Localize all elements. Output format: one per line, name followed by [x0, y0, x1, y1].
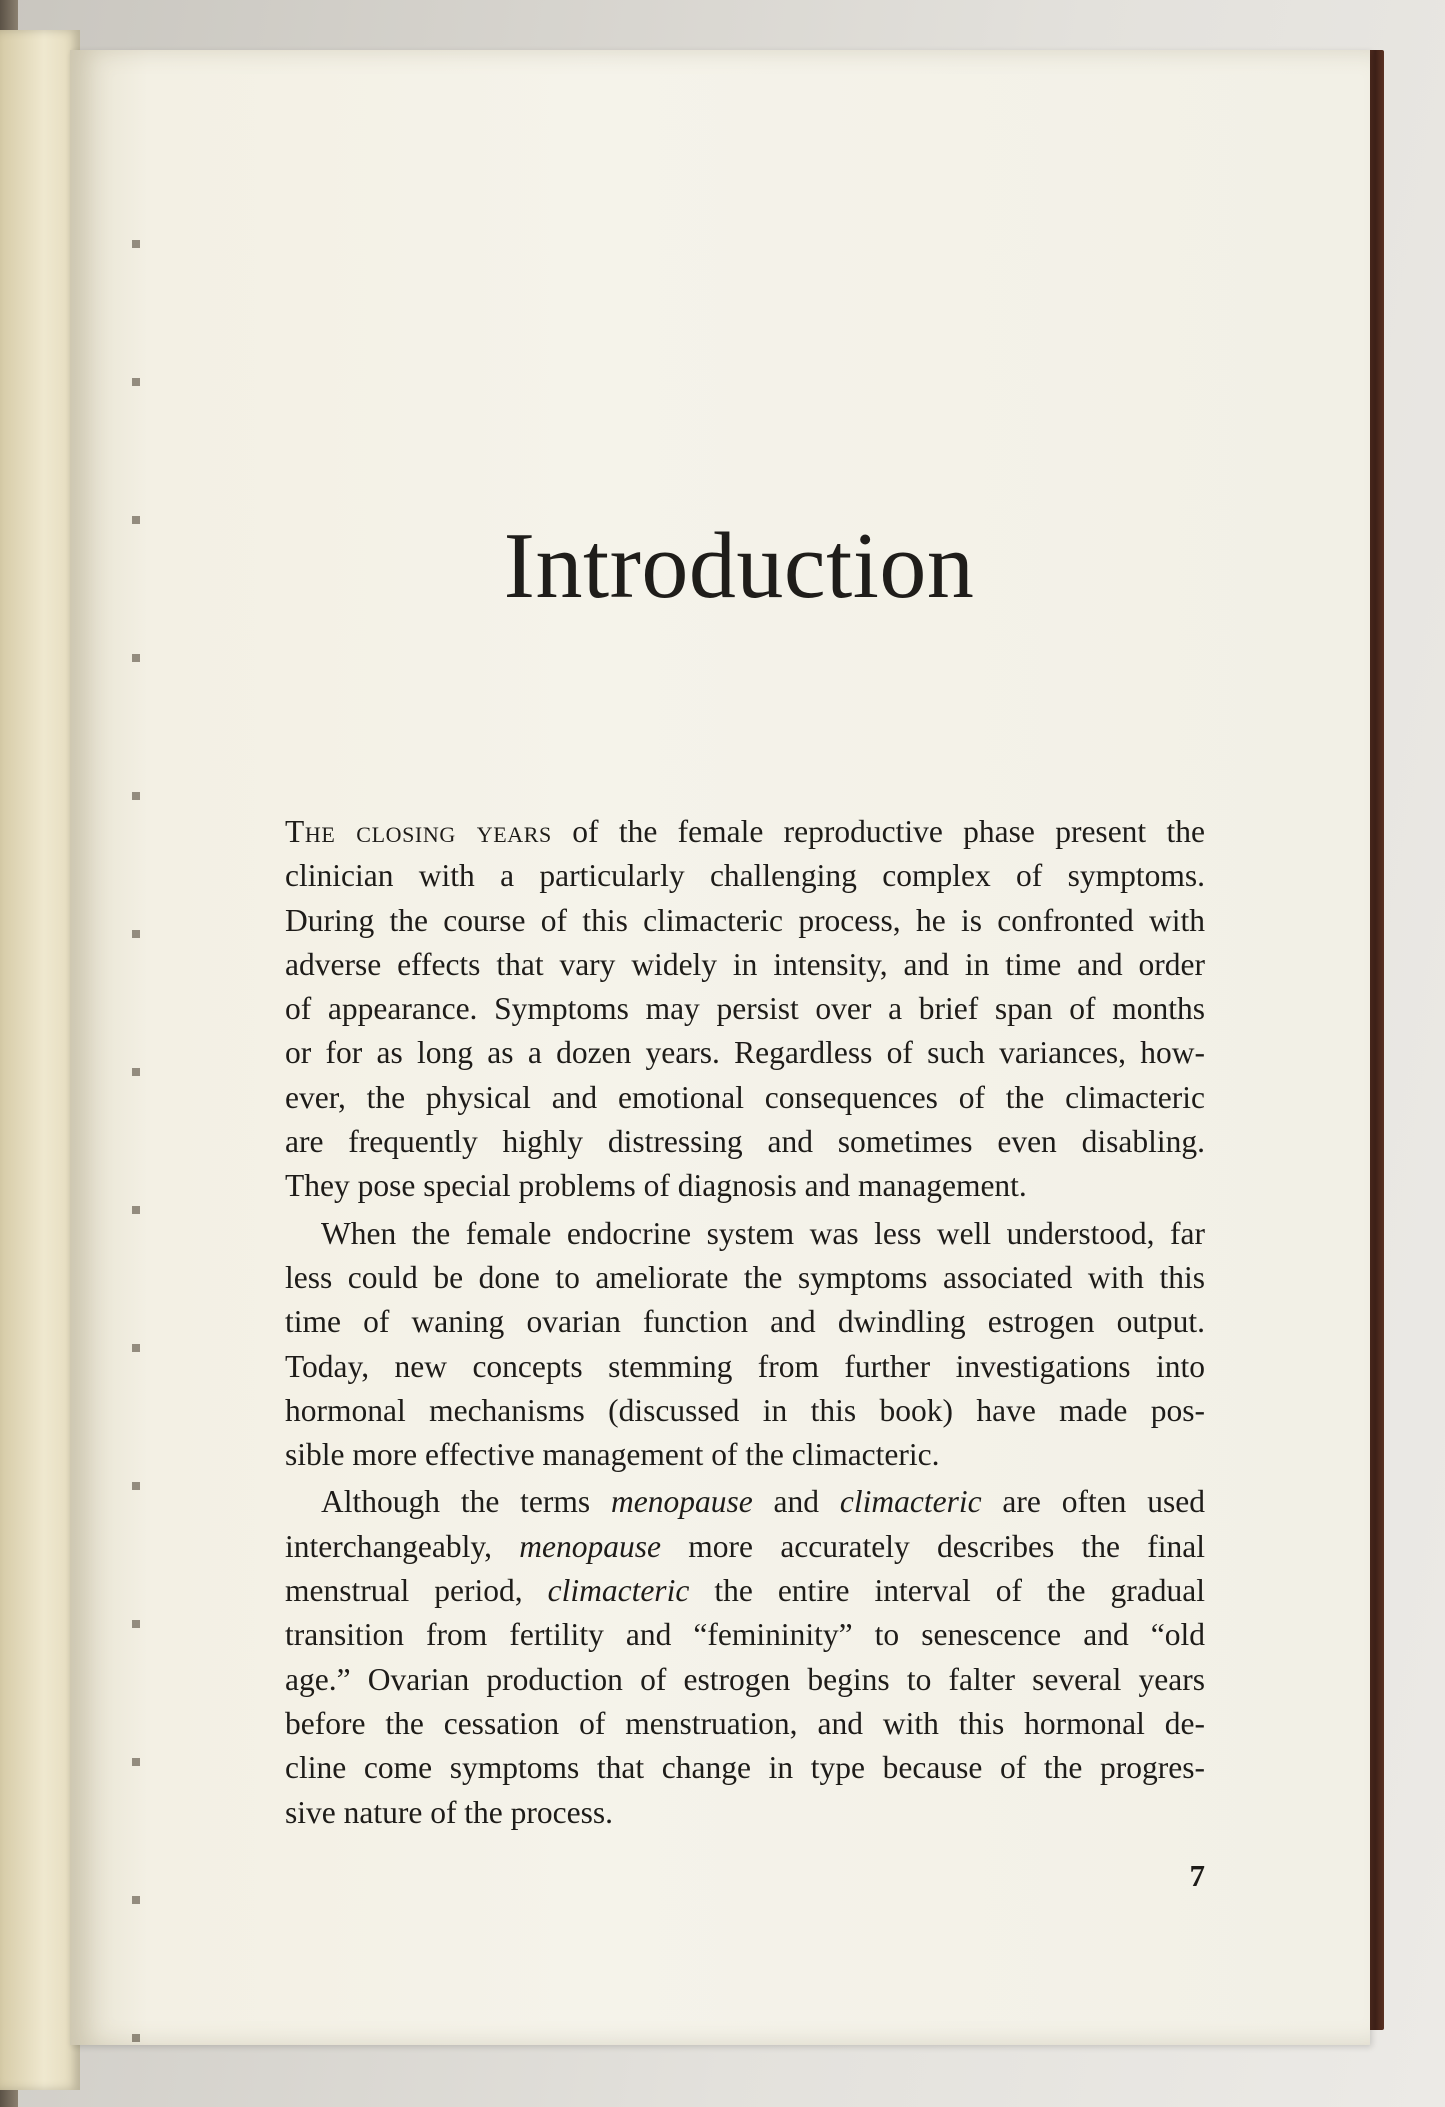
text-line: are frequently highly distressing and sometimes even disabling.	[285, 1124, 1205, 1160]
text-line: adverse effects that vary widely in intensity, and in time and order	[285, 946, 1205, 982]
text-line: hormonal mechanisms (discussed in this book) have made pos-	[285, 1392, 1205, 1428]
italic-term: menopause	[610, 1484, 753, 1520]
text-line: of appearance. Symptoms may persist over a brief span of months	[285, 991, 1205, 1027]
lead-in-small-caps: The closing years	[285, 814, 552, 849]
text-line: or for as long as a dozen years. Regardless of such variances, how-	[285, 1035, 1205, 1071]
text-line: During the course of this climacteric process, he is confronted with	[285, 902, 1205, 938]
body-text	[285, 810, 1205, 1838]
page-number: 7	[1189, 1858, 1205, 1893]
text-line: cline come symptoms that change in type because of the progres-	[285, 1750, 1205, 1786]
text-line: transition from fertility and “femininity” to senescence and “old	[285, 1617, 1205, 1653]
binding-stitches	[132, 110, 140, 2090]
text-line: They pose special problems of diagnosis and management.	[285, 1168, 1027, 1204]
text-line: Today, new concepts stemming from further investigations into	[285, 1348, 1205, 1384]
text-line: sible more effective management of the climacteric.	[285, 1437, 940, 1473]
italic-term: climacteric	[839, 1484, 982, 1520]
chapter-title: Introduction	[503, 514, 975, 618]
paragraph-2	[285, 1212, 1205, 1478]
text-line: The closing years of the female reproductive phase present the	[285, 814, 1205, 849]
paragraph-1	[285, 810, 1205, 1209]
text-line: ever, the physical and emotional consequences of the climacteric	[285, 1079, 1205, 1115]
paragraph-3	[285, 1480, 1205, 1834]
text-line: time of waning ovarian function and dwindling estrogen output.	[285, 1304, 1205, 1340]
text-line: before the cessation of menstruation, and with this hormonal de-	[285, 1705, 1205, 1741]
text-line: interchangeably, menopause more accurately describes the final	[285, 1528, 1206, 1564]
italic-term: menopause	[519, 1528, 662, 1564]
text-line: age.” Ovarian production of estrogen begins to falter several years	[285, 1661, 1205, 1697]
text-line: sive nature of the process.	[285, 1794, 614, 1830]
text-line: clinician with a particularly challenging complex of symptoms.	[285, 858, 1205, 894]
italic-term: climacteric	[547, 1573, 690, 1609]
previous-page-edge	[0, 30, 80, 2090]
book-page	[70, 50, 1370, 2045]
text-line: When the female endocrine system was less well understood, far	[321, 1215, 1205, 1251]
text-line: Although the terms menopause and climacteric are often used	[321, 1484, 1206, 1520]
text-line: menstrual period, climacteric the entire interval of the gradual	[285, 1573, 1205, 1609]
text-line: less could be done to ameliorate the symptoms associated with this	[285, 1259, 1205, 1295]
